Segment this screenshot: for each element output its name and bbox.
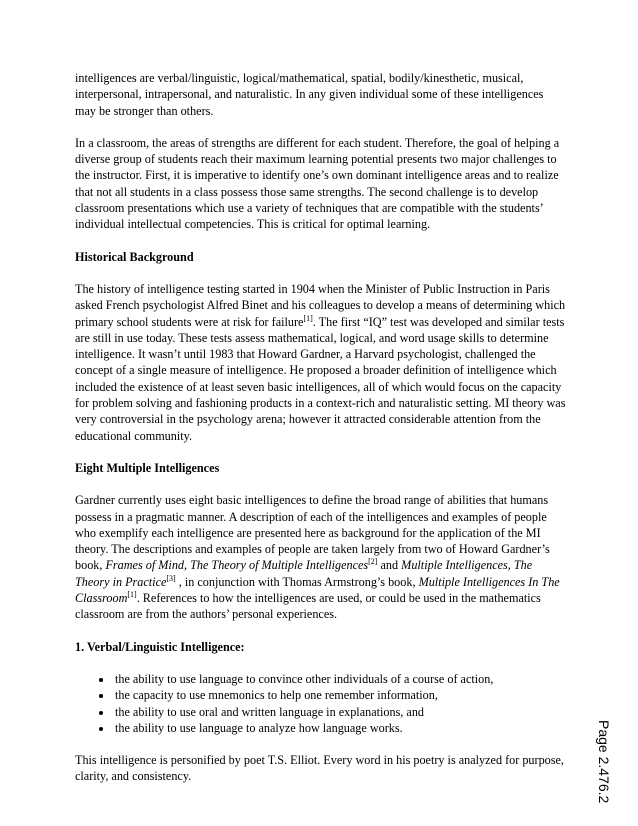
list-item: • the capacity to use mnemonics to help one remember information, <box>113 687 567 703</box>
gardner-text-a: Gardner currently uses eight basic intelligences to define the broad range of abilities that humans possess in a pragmatic manner. A description of each of the intelligences and examples of people who exemplify each intelligence are presented here as background for the application of the MI theory. The descriptions and examples of people are taken largely from two of Howard Gardner’s book, <box>75 493 550 573</box>
book-title-frames-of-mind: Frames of Mind, The Theory of Multiple Intelligences <box>105 558 369 573</box>
history-text-a: The history of intelligence testing started in 1904 when the Minister of Public Instruction in Paris asked French psychologist Alfred Binet and his colleagues to develop a means of determining which primary school students were at risk for failure <box>75 281 566 329</box>
heading-historical-background: Historical Background <box>75 249 194 264</box>
footnote-ref-1: [1] <box>303 313 313 323</box>
history-text-b: . The first “IQ” test was developed and similar tests are still in use today. These tests assess mathematical, logical, and word usage skills to determine intelligence. It wasn’t until 1983 that Howard Gardner, a Harvard psychologist, challenged the concept of a single measure of intelligence. He proposed a broader definition of intelligence which included the existence of at least seven basic intelligences, all of which would focus on the capacity for problem solving and fashioning products in a context-rich and naturalistic setting. MI theory was very controversial in the psychology arena; however it attracted considerable attention from the educational community. <box>75 314 566 443</box>
paragraph-elliot: This intelligence is personified by poet T.S. Elliot. Every word in his poetry is analyzed for purpose, clarity, and consistency. <box>75 753 564 784</box>
paragraph-history <box>75 281 567 444</box>
list-item: • the ability to use language to analyze how language works. <box>113 720 567 736</box>
paragraph-gardner <box>75 492 567 622</box>
footnote-ref-3: [3] <box>166 573 176 583</box>
gardner-text-c: . References to how the intelligences are used, or could be used in the mathematics classroom are from the authors’ personal experiences. <box>75 591 541 622</box>
footnote-ref-1b: [1] <box>127 589 137 599</box>
book-title-mi-in-classroom: Multiple Intelligences In The Classroom <box>75 574 560 606</box>
list-item: • the ability to use language to convince other individuals of a course of action, <box>113 671 567 687</box>
ability-list <box>75 671 567 736</box>
book-title-theory-in-practice: Multiple Intelligences, The Theory in Practice <box>75 558 533 589</box>
heading-eight-intelligences: Eight Multiple Intelligences <box>75 460 220 475</box>
document-body <box>75 70 567 801</box>
footnote-ref-2: [2] <box>368 557 378 567</box>
paragraph-classroom: In a classroom, the areas of strengths are different for each student. Therefore, the goal of helping a diverse group of students reach their maximum learning potential presents two major challenges to the instructor. First, it is imperative to identify one’s own dominant intelligence areas and to realize that not all students in a class possess those same strengths. The second challenge is to develop classroom presentations which use a variety of techniques that are compatible with the students’ individual intellectual competencies. This is critical for optimal learning. <box>75 135 560 232</box>
list-item: • the ability to use oral and written language in explanations, and <box>113 704 567 720</box>
gardner-text-b: , in conjunction with Thomas Armstrong’s book, <box>175 574 419 589</box>
paragraph-intro: intelligences are verbal/linguistic, logical/mathematical, spatial, bodily/kinesthetic, musical, interpersonal, intrapersonal, and naturalistic. In any given individual some of these intelligences may be stronger than others. <box>75 71 544 118</box>
page-number: Page 2.476.2 <box>596 720 612 804</box>
heading-verbal-linguistic: 1. Verbal/Linguistic Intelligence: <box>75 639 245 654</box>
gardner-and: and <box>377 558 402 573</box>
